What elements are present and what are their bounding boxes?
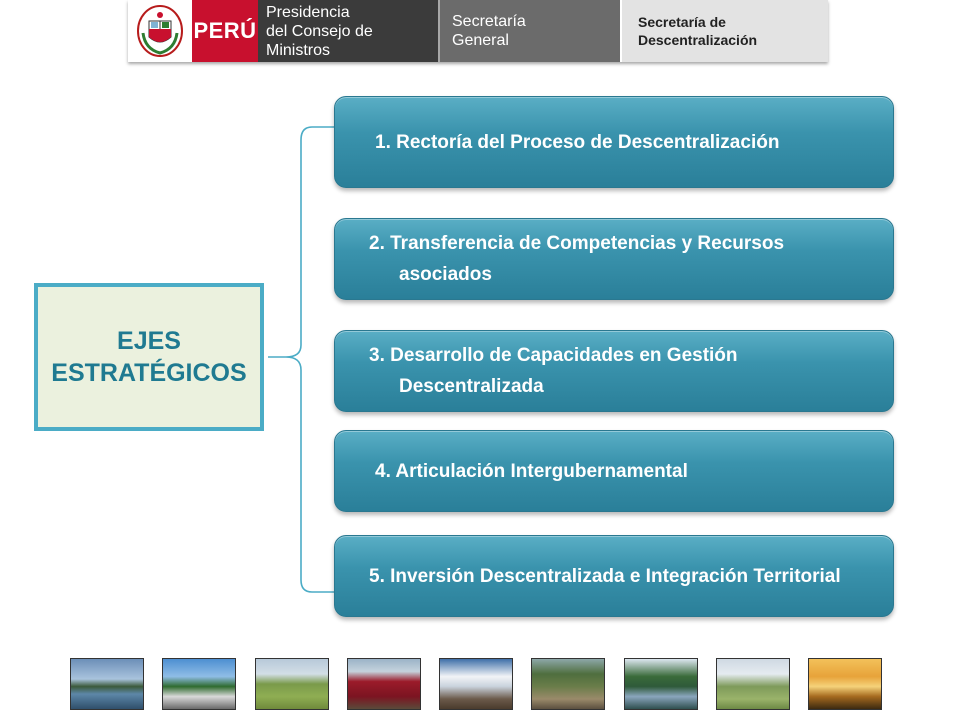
machu-picchu-photo [531, 658, 605, 710]
main-node-line2: ESTRATÉGICOS [51, 359, 247, 387]
green-valley-photo [255, 658, 329, 710]
axis-item-5 [334, 535, 894, 617]
plaza-palms-photo [162, 658, 236, 710]
sunset-lake-photo [808, 658, 882, 710]
axis-item-5-text: 5. Inversión Descentralizada e Integración Territorial [369, 565, 841, 587]
general-secretariat-line2: General [452, 32, 509, 49]
main-node-box [34, 283, 264, 431]
axis-item-2 [334, 218, 894, 300]
general-secretariat-line1: Secretaría [452, 13, 526, 30]
axis-item-4-text: 4. Articulación Intergubernamental [375, 460, 688, 482]
main-node-line1: EJES [117, 327, 181, 355]
axis-item-2-text: 2. Transferencia de Competencias y Recursos asociados [369, 233, 785, 285]
axis-item-3 [334, 330, 894, 412]
axis-item-1-text: 1. Rectoría del Proceso de Descentralización [375, 131, 780, 153]
decentralization-line1: Secretaría de [638, 14, 726, 30]
presidency-line1: Presidencia [266, 3, 350, 21]
lake-landscape-photo [70, 658, 144, 710]
axis-item-3-text: 3. Desarrollo de Capacidades en Gestión Descentralizada [369, 345, 738, 397]
peru-label: PERÚ [192, 0, 258, 62]
photo-strip [70, 658, 882, 710]
red-building-photo [347, 658, 421, 710]
bracket-path [268, 127, 334, 592]
snow-mountain-photo [439, 658, 513, 710]
axis-item-4 [334, 430, 894, 512]
decentralization-line2: Descentralización [638, 32, 758, 48]
axis-item-1 [334, 96, 894, 188]
presidency-line2: del Consejo de Ministros [266, 22, 373, 59]
pasture-hills-photo [716, 658, 790, 710]
river-forest-photo [624, 658, 698, 710]
